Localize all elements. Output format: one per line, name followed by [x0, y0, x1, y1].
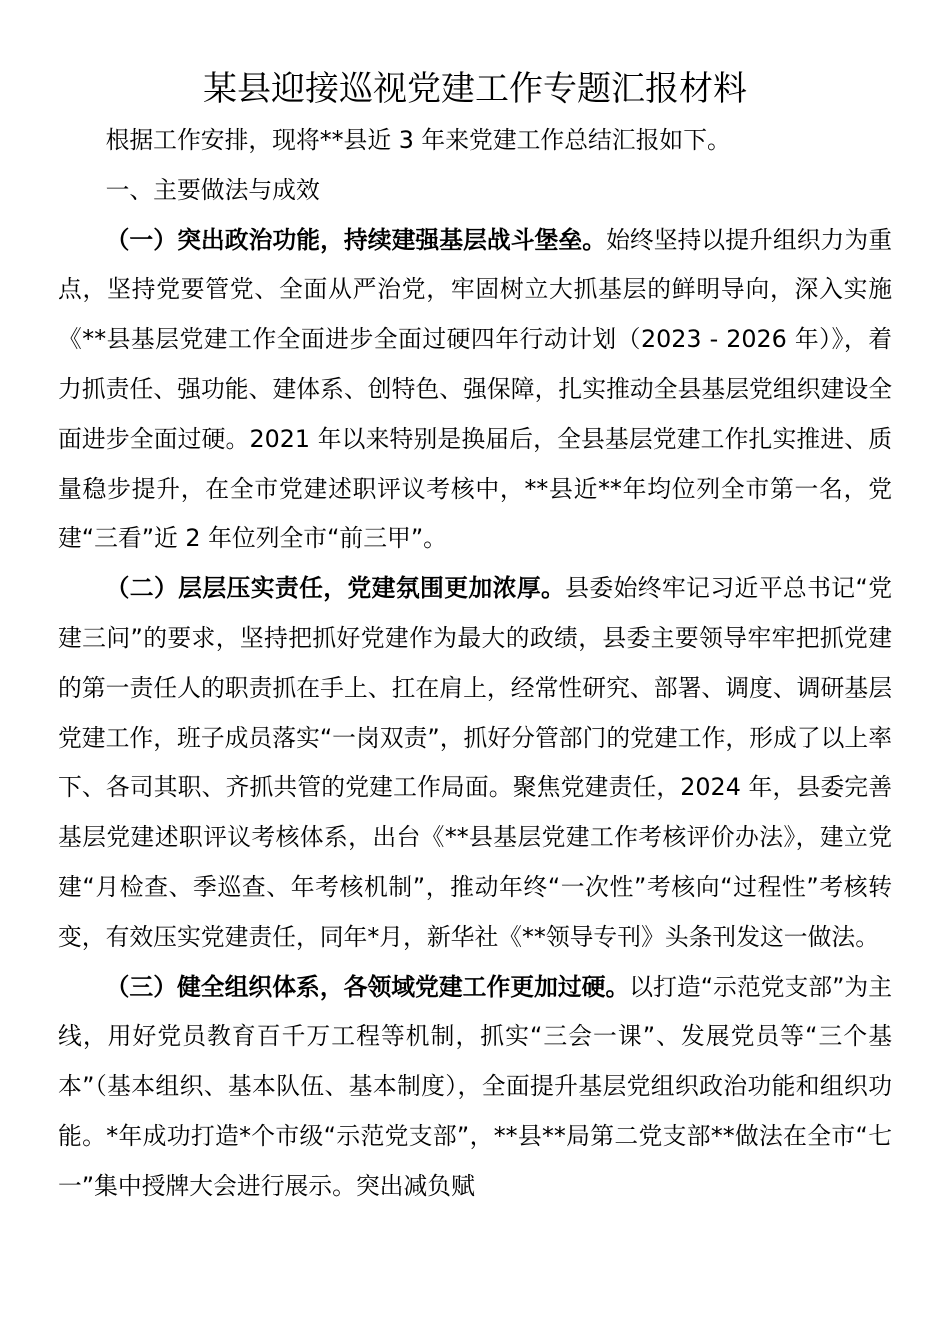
paragraph-body: 以打造“示范党支部”为主线，用好党员教育百千万工程等机制，抓实“三会一课”、发展党员等“三个基本”（基本组织、基本队伍、基本制度），全面提升基层党组织政治功能和组织功能。*年成功打造*个市级“示范党支部”，**县**局第二党支部**做法在全市“七一”集中授牌大会进行展示。突出减负赋 — [58, 972, 893, 1200]
paragraph-body: 始终坚持以提升组织力为重点，坚持党要管党、全面从严治党，牢固树立大抓基层的鲜明导向，深入实施《**县基层党建工作全面进步全面过硬四年行动计划（2023 - 2026 年）》，着力抓责任、强功能、建体系、创特色、强保障，扎实推动全县基层党组织建设全面进步全面过硬。2021 年以来特别是换届后，全县基层党建工作扎实推进、质量稳步提升，在全市党建述职评议考核中，**县近**年均位列全市第一名，党建“三看”近 2 年位列全市“前三甲”。 — [58, 225, 893, 553]
document-title: 某县迎接巡视党建工作专题汇报材料 — [203, 69, 747, 109]
body-paragraph — [58, 216, 892, 565]
section-heading: 一、主要做法与成效 — [105, 175, 320, 204]
paragraph-body: 县委始终牢记习近平总书记“党建三问”的要求，坚持把抓好党建作为最大的政绩，县委主要领导牢牢把抓党建的第一责任人的职责抓在手上、扛在肩上，经常性研究、部署、调度、调研基层党建工作，班子成员落实“一岗双责”，抓好分管部门的党建工作，形成了以上率下、各司其职、齐抓共管的党建工作局面。聚焦党建责任，2024 年，县委完善基层党建述职评议考核体系，出台《**县基层党建工作考核评价办法》，建立党建“月检查、季巡查、年考核机制”，推动年终“一次性”考核向“过程性”考核转变，有效压实党建责任，同年*月，新华社《**领导专刊》头条刊发这一做法。 — [58, 574, 892, 951]
body-paragraph — [58, 963, 892, 1212]
body-paragraph — [58, 564, 892, 962]
paragraph-lead: （二）层层压实责任，党建氛围更加浓厚。 — [105, 574, 566, 603]
intro-paragraph: 根据工作安排，现将**县近 3 年来党建工作总结汇报如下。 — [105, 126, 731, 154]
paragraph-lead: （一）突出政治功能，持续建强基层战斗堡垒。 — [105, 225, 607, 254]
paragraph-lead: （三）健全组织体系，各领域党建工作更加过硬。 — [105, 972, 630, 1001]
